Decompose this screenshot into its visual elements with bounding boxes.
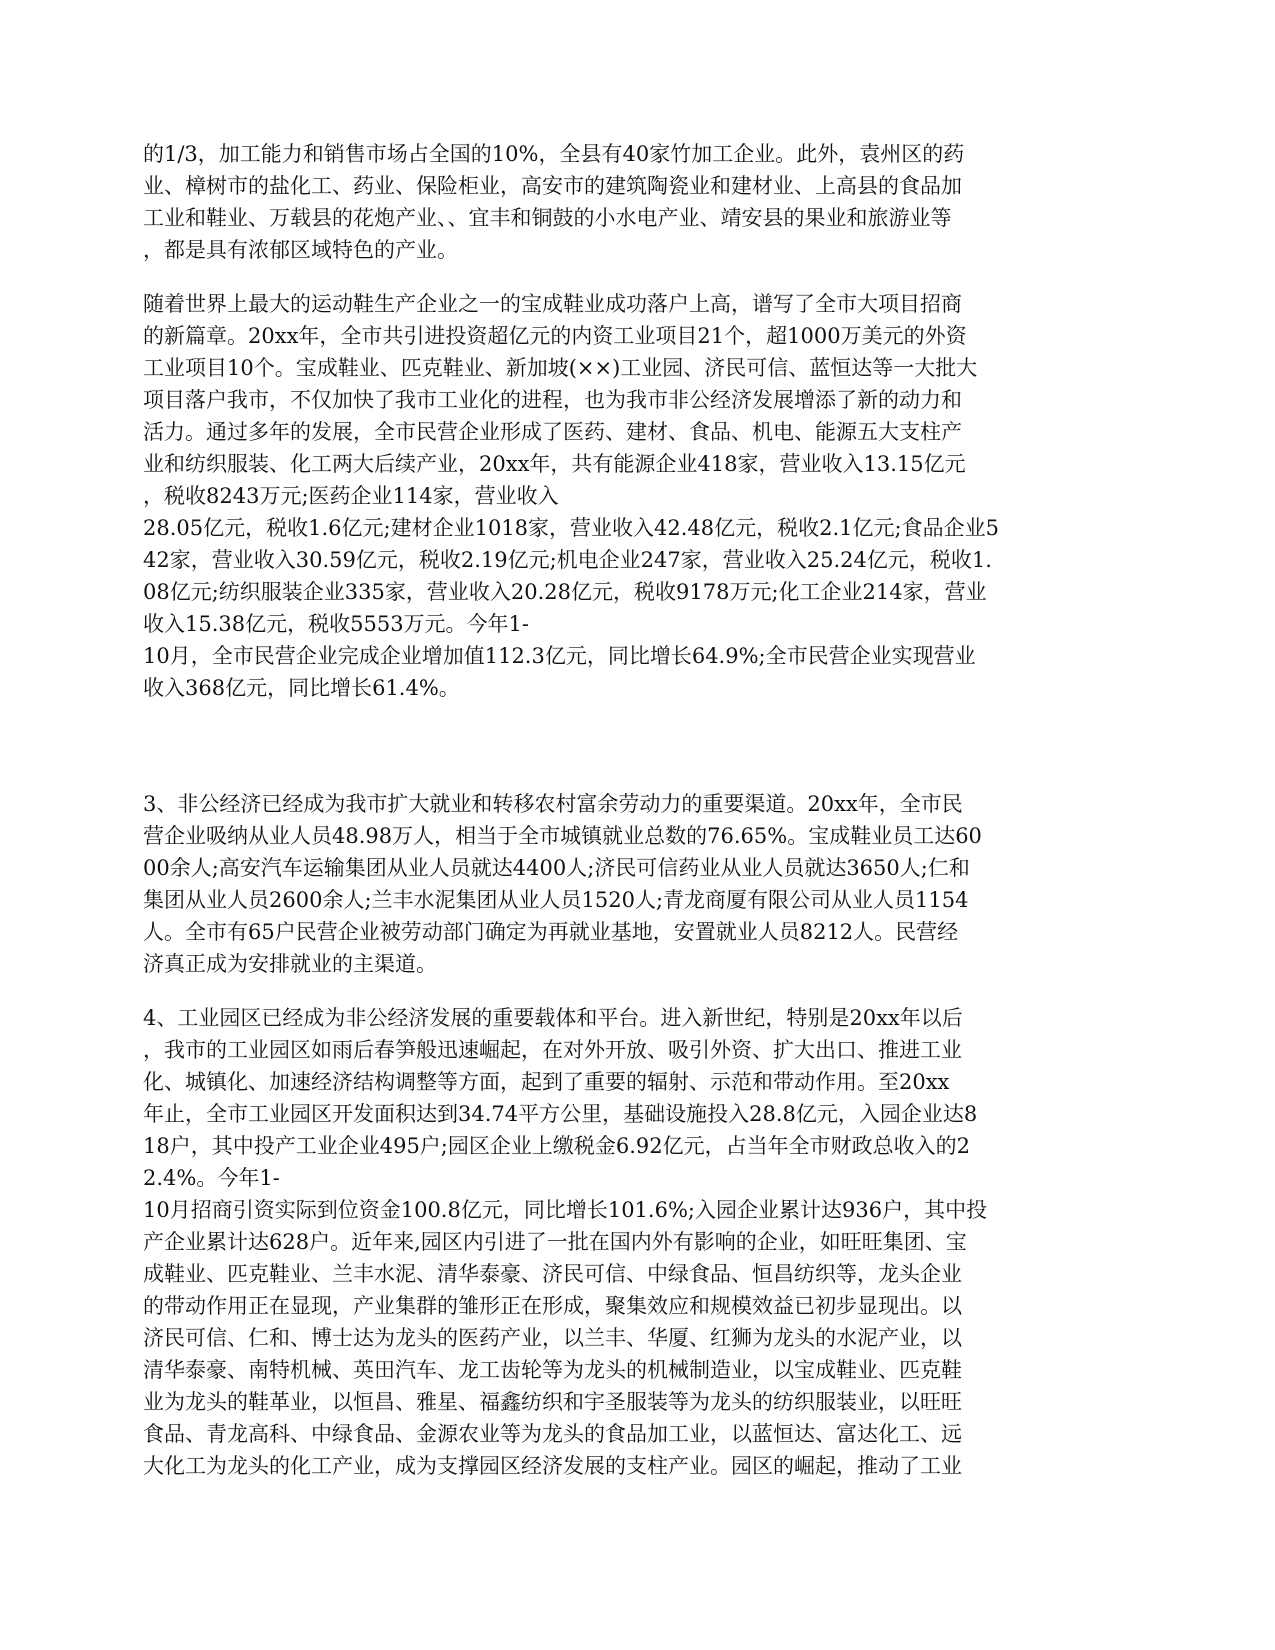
text-line: 业、樟树市的盐化工、药业、保险柜业，高安市的建筑陶瓷业和建材业、上高县的食品加 [143,174,962,198]
text-line: 业为龙头的鞋革业，以恒昌、雅星、福鑫纺织和宇圣服装等为龙头的纺织服装业，以旺旺 [143,1390,962,1414]
text-line: 活力。通过多年的发展，全市民营企业形成了医药、建材、食品、机电、能源五大支柱产 [143,420,962,444]
text-line: 4、工业园区已经成为非公经济发展的重要载体和平台。进入新世纪，特别是20xx年以后 [143,1006,963,1030]
text-line: 产企业累计达628户。近年来,园区内引进了一批在国内外有影响的企业，如旺旺集团、宝 [143,1230,967,1254]
text-line: ，税收8243万元;医药企业114家，营业收入 [143,484,559,508]
text-line: 化、城镇化、加速经济结构调整等方面，起到了重要的辐射、示范和带动作用。至20xx [143,1070,950,1094]
text-line: 济民可信、仁和、博士达为龙头的医药产业，以兰丰、华厦、红狮为龙头的水泥产业，以 [143,1326,962,1350]
text-line: 收入368亿元，同比增长61.4%。 [143,676,460,700]
paragraph-4 [143,1002,1133,1482]
text-line: 18户，其中投产工业企业495户;园区企业上缴税金6.92亿元，占当年全市财政总收入的2 [143,1134,970,1158]
paragraph-1 [143,138,1133,266]
text-line: 项目落户我市，不仅加快了我市工业化的进程，也为我市非公经济发展增添了新的动力和 [143,388,962,412]
paragraph-spacer [143,980,1133,1002]
text-line: 人。全市有65户民营企业被劳动部门确定为再就业基地，安置就业人员8212人。民营经 [143,920,959,944]
text-line: 的带动作用正在显现，产业集群的雏形正在形成，聚集效应和规模效益已初步显现出。以 [143,1294,962,1318]
paragraph-spacer [143,266,1133,288]
paragraph-3 [143,788,1133,980]
document-page [143,138,1133,1482]
text-line: 收入15.38亿元，税收5553万元。今年1- [143,612,530,636]
text-line: 的新篇章。20xx年，全市共引进投资超亿元的内资工业项目21个，超1000万美元的外资 [143,324,967,348]
text-line: 3、非公经济已经成为我市扩大就业和转移农村富余劳动力的重要渠道。20xx年，全市民 [143,792,963,816]
text-line: 随着世界上最大的运动鞋生产企业之一的宝成鞋业成功落户上高，谱写了全市大项目招商 [143,292,962,316]
text-line: 00余人;高安汽车运输集团从业人员就达4400人;济民可信药业从业人员就达3650人;仁和 [143,856,970,880]
text-line: 工业项目10个。宝成鞋业、匹克鞋业、新加坡(××)工业园、济民可信、蓝恒达等一大批大 [143,356,978,380]
text-line: 28.05亿元，税收1.6亿元;建材企业1018家，营业收入42.48亿元，税收2.1亿元;食品企业5 [143,516,999,540]
text-line: 10月，全市民营企业完成企业增加值112.3亿元，同比增长64.9%;全市民营企业实现营业 [143,644,976,668]
text-line: 成鞋业、匹克鞋业、兰丰水泥、清华泰豪、济民可信、中绿食品、恒昌纺织等，龙头企业 [143,1262,962,1286]
text-line: 工业和鞋业、万载县的花炮产业、、宜丰和铜鼓的小水电产业、靖安县的果业和旅游业等 [143,206,952,230]
text-line: ，我市的工业园区如雨后春笋般迅速崛起，在对外开放、吸引外资、扩大出口、推进工业 [143,1038,962,1062]
text-line: 营企业吸纳从业人员48.98万人，相当于全市城镇就业总数的76.65%。宝成鞋业员工达60 [143,824,982,848]
text-line: 42家，营业收入30.59亿元，税收2.19亿元;机电企业247家，营业收入25.24亿元，税收1. [143,548,992,572]
paragraph-spacer [143,704,1133,788]
text-line: 08亿元;纺织服装企业335家，营业收入20.28亿元，税收9178万元;化工企业214家，营业 [143,580,987,604]
text-line: 2.4%。今年1- [143,1166,280,1190]
text-line: 10月招商引资实际到位资金100.8亿元，同比增长101.6%;入园企业累计达936户，其中投 [143,1198,988,1222]
text-line: 业和纺织服装、化工两大后续产业，20xx年，共有能源企业418家，营业收入13.15亿元 [143,452,966,476]
paragraph-2 [143,288,1133,704]
text-line: 清华泰豪、南特机械、英田汽车、龙工齿轮等为龙头的机械制造业，以宝成鞋业、匹克鞋 [143,1358,962,1382]
text-line: ，都是具有浓郁区域特色的产业。 [143,238,458,262]
text-line: 济真正成为安排就业的主渠道。 [143,952,437,976]
text-line: 的1/3，加工能力和销售市场占全国的10%，全县有40家竹加工企业。此外，袁州区的药 [143,142,965,166]
text-line: 食品、青龙高科、中绿食品、金源农业等为龙头的食品加工业，以蓝恒达、富达化工、远 [143,1422,962,1446]
text-line: 大化工为龙头的化工产业，成为支撑园区经济发展的支柱产业。园区的崛起，推动了工业 [143,1454,962,1478]
text-line: 年止，全市工业园区开发面积达到34.74平方公里，基础设施投入28.8亿元，入园企业达8 [143,1102,978,1126]
text-line: 集团从业人员2600余人;兰丰水泥集团从业人员1520人;青龙商厦有限公司从业人员1154 [143,888,969,912]
